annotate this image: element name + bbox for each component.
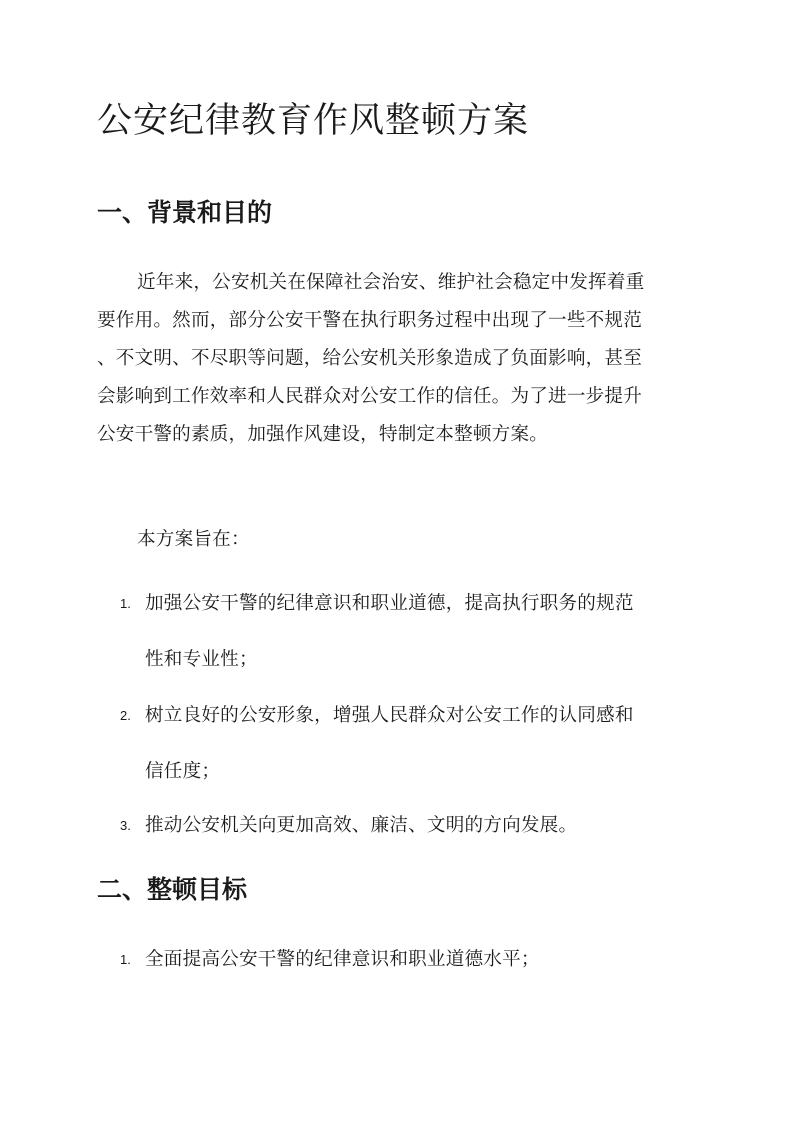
list-line: 性和专业性；	[145, 649, 258, 670]
paragraph-line: 公安干警的素质，加强作风建设，特制定本整顿方案。	[97, 424, 549, 445]
purpose-intro	[97, 521, 700, 559]
list-line: 全面提高公安干警的纪律意识和职业道德水平；	[145, 949, 540, 970]
section-heading-goals: 二、整顿目标	[97, 875, 248, 904]
intro-line: 本方案旨在：	[137, 529, 250, 550]
paragraph-line: 近年来，公安机关在保障社会治安、维护社会稳定中发挥着重	[137, 272, 645, 293]
list-line: 推动公安机关向更加高效、廉洁、文明的方向发展。	[145, 815, 578, 836]
paragraph-line: 要作用。然而，部分公安干警在执行职务过程中出现了一些不规范	[97, 310, 643, 331]
paragraph-line: 会影响到工作效率和人民群众对公安工作的信任。为了进一步提升	[97, 386, 643, 407]
list-line: 信任度；	[145, 761, 221, 782]
list-number: 2.	[120, 708, 131, 723]
section-heading-background: 一、背景和目的	[97, 198, 273, 227]
list-text	[145, 585, 705, 679]
list-line: 加强公安干警的纪律意识和职业道德，提高执行职务的规范	[145, 593, 634, 614]
list-text	[145, 697, 705, 791]
list-number: 3.	[120, 818, 131, 833]
list-text	[145, 941, 705, 979]
background-paragraph	[97, 264, 700, 454]
list-number: 1.	[120, 596, 131, 611]
list-text	[145, 807, 705, 845]
paragraph-line: 、不文明、不尽职等问题，给公安机关形象造成了负面影响，甚至	[97, 348, 643, 369]
document-title: 公安纪律教育作风整顿方案	[97, 101, 530, 141]
list-line: 树立良好的公安形象，增强人民群众对公安工作的认同感和	[145, 705, 634, 726]
list-number: 1.	[120, 952, 131, 967]
